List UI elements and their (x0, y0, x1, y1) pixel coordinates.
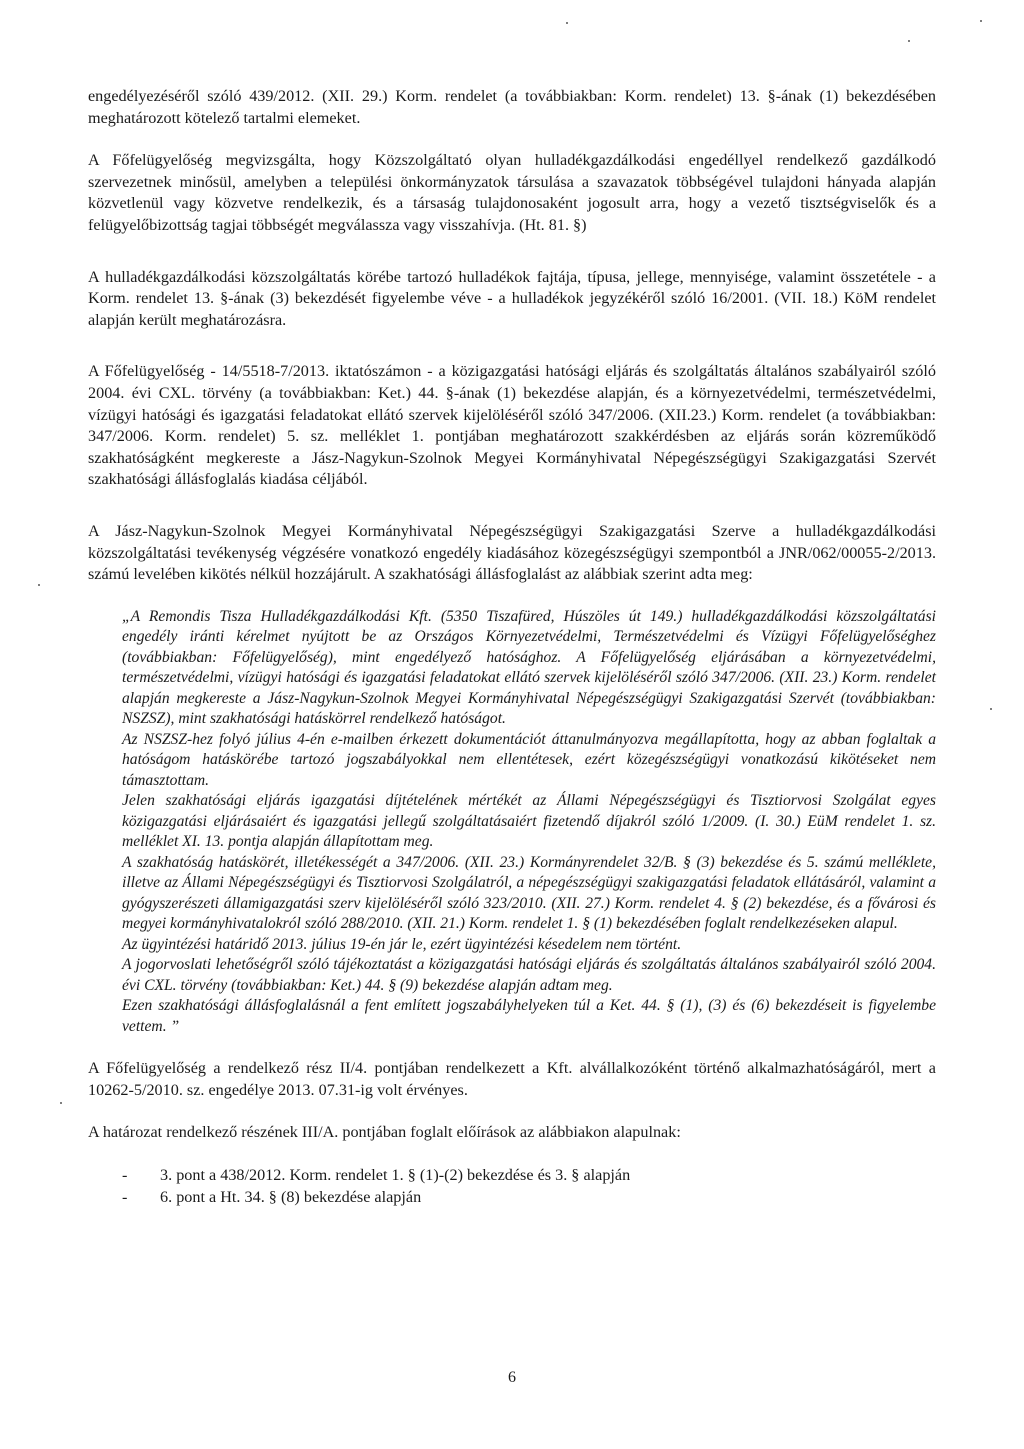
list-item-text: 3. pont a 438/2012. Korm. rendelet 1. § (1)-(2) bekezdése és 3. § alapján (160, 1165, 631, 1184)
page-number: 6 (508, 1369, 516, 1386)
scan-speck (566, 22, 568, 24)
quote-paragraph: A jogorvoslati lehetőségről szóló tájékoztatást a közigazgatási hatósági eljárás és szolgáltatás általános szabályairól szóló 2004. évi CXL. törvény (továbbiakban: Ket.) 44. § (9) bekezdése alapján adtam meg. (122, 956, 936, 994)
requirements-list (88, 1165, 936, 1209)
scan-speck (990, 708, 992, 710)
paragraph-authority-request: A Főfelügyelőség - 14/5518-7/2013. iktatószámon - a közigazgatási hatósági eljárás és szolgáltatás általános szabályairól szóló 2004. évi CXL. törvény (a továbbiakban: Ket.) 44. §-ának (1) bekezdése alapján, és a környezetvédelmi, természetvédelmi, vízügyi hatósági és igazgatási feladatokat ellátó szervek kijelöléséről szóló 347/2006. (XII.23.) Korm. rendelet (a továbbiakban: 347/2006. Korm. rendelet) 5. sz. melléklet 1. pontjában meghatározott szakkérdésben az eljárás során közreműködő szakhatóságként megkereste a Jász-Nagykun-Szolnok Megyei Kormányhivatal Népegészségügyi Szakigazgatási Szervét szakhatósági állásfoglalás kiadása céljából. (88, 362, 936, 489)
list-item (122, 1165, 936, 1187)
scan-speck (38, 584, 40, 586)
quote-paragraph: Az NSZSZ-hez folyó július 4-én e-mailben érkezett dokumentációt áttanulmányozva megállapította, hogy az abban foglaltak a hatóságom hatáskörébe tartozó jogszabályokkal nem ellentétesek, ezért közegészségügyi vonatkozású kikötéseket nem támasztottam. (122, 730, 936, 789)
paragraph-subcontractor: A Főfelügyelőség a rendelkező rész II/4. pontjában rendelkezett a Kft. alvállalkozóként történő alkalmazhatóságáról, mert a 10262-5/2010. sz. engedélye 2013. 07.31-ig volt érvényes. (88, 1059, 936, 1099)
quote-paragraph: Ezen szakhatósági állásfoglalásnál a fent említett jogszabályhelyeken túl a Ket. 44. § (1), (3) és (6) bekezdéseit is figyelembe vettem. ” (122, 997, 936, 1035)
paragraph-intro-continuation: engedélyezéséről szóló 439/2012. (XII. 29.) Korm. rendelet (a továbbiakban: Korm. rendelet) 13. §-ának (1) bekezdésében meghatározott kötelező tartalmi elemeket. (88, 87, 936, 127)
paragraph-requirements-basis: A határozat rendelkező részének III/A. pontjában foglalt előírások az alábbiakon alapulnak: (88, 1123, 681, 1142)
quote-paragraph: Az ügyintézési határidő 2013. július 19-én jár le, ezért ügyintézési késedelem nem történt. (122, 935, 682, 953)
bullet-dash: - (122, 1187, 128, 1206)
scan-speck (60, 1102, 62, 1104)
paragraph-waste-types: A hulladékgazdálkodási közszolgáltatás körébe tartozó hulladékok fajtája, típusa, jellege, mennyisége, valamint összetétele - a Korm. rendelet 13. §-ának (3) bekezdését figyelembe véve - a hulladékok jegyzékéről szóló 16/2001. (VII. 18.) KöM rendelet alapján került meghatározásra. (88, 267, 936, 329)
quote-paragraph: Jelen szakhatósági eljárás igazgatási díjtételének mértékét az Állami Népegészségügyi és Tisztiorvosi Szolgálat egyes közigazgatási eljárásaiért és igazgatási jellegű szolgáltatásaiért fizetendő díjakról szóló 1/2009. (I. 30.) EüM rendelet 1. sz. melléklet XI. 13. pontja alapján állapítottam meg. (122, 792, 936, 851)
document-page (88, 86, 936, 1209)
scan-speck (980, 20, 982, 22)
quote-paragraph: „A Remondis Tisza Hulladékgazdálkodási Kft. (5350 Tiszafüred, Húszöles út 149.) hulladékgazdálkodási közszolgáltatási engedély iránti kérelmet nyújtott be az Országos Környezetvédelmi, Természetvédelmi és Vízügyi Főfelügyelőséghez (továbbiakban: Főfelügyelőség), mint engedélyező hatósághoz. A Főfelügyelőség eljárásában a környezetvédelmi, természetvédelmi, vízügyi hatósági és igazgatási feladatokat ellátó szervek kijelöléséről szóló 347/2006. (XII. 23.) Korm. rendelet alapján megkereste a Jász-Nagykun-Szolnok Megyei Kormányhivatal Népegészségügyi Szakigazgatási Szervét (továbbiakban: NSZSZ), mint szakhatósági hatáskörrel rendelkező hatóságot. (122, 607, 936, 728)
bullet-dash: - (122, 1165, 128, 1184)
list-item-text: 6. pont a Ht. 34. § (8) bekezdése alapján (160, 1187, 422, 1206)
scan-speck (908, 40, 910, 42)
paragraph-health-authority-consent: A Jász-Nagykun-Szolnok Megyei Kormányhivatal Népegészségügyi Szakigazgatási Szerve a hulladékgazdálkodási közszolgáltatási tevékenység végzésére vonatkozó engedély kiadásához közegészségügyi szempontból a JNR/062/00055-2/2013. számú levelében kikötés nélkül hozzájárult. A szakhatósági állásfoglalást az alábbiak szerint adta meg: (88, 521, 936, 584)
quote-paragraph: A szakhatóság hatáskörét, illetékességét a 347/2006. (XII. 23.) Kormányrendelet 32/B. § (3) bekezdése és 5. számú melléklete, illetve az Állami Népegészségügyi és Tisztiorvosi Szolgálatról, a népegészségügyi szakigazgatási feladatok ellátásáról, valamint a gyógyszerészeti államigazgatási szerv kijelöléséről szóló 323/2010. (XII. 27.) Korm. rendelet 4. § (2) bekezdése, és a fővárosi és megyei kormányhivatalokról szóló 288/2010. (XII. 21.) Korm. rendelet 1. § (1) bekezdésében foglalt rendelkezéseken alapul. (122, 853, 936, 933)
quoted-authority-statement (88, 607, 936, 1038)
paragraph-public-service-check: A Főfelügyelőség megvizsgálta, hogy Közszolgáltató olyan hulladékgazdálkodási engedéllyel rendelkező gazdálkodó szervezetnek minősül, amelyben a települési önkormányzatok társulása a szavazatok többségével tulajdoni hányada alapján közvetlenül vagy közvetve rendelkezik, és a társaság tulajdonosaként jogosult arra, hogy a vezető tisztségviselők és a felügyelőbizottság tagjai többségét megválassza vagy visszahívja. (Ht. 81. §) (88, 151, 936, 234)
list-item (122, 1187, 936, 1209)
